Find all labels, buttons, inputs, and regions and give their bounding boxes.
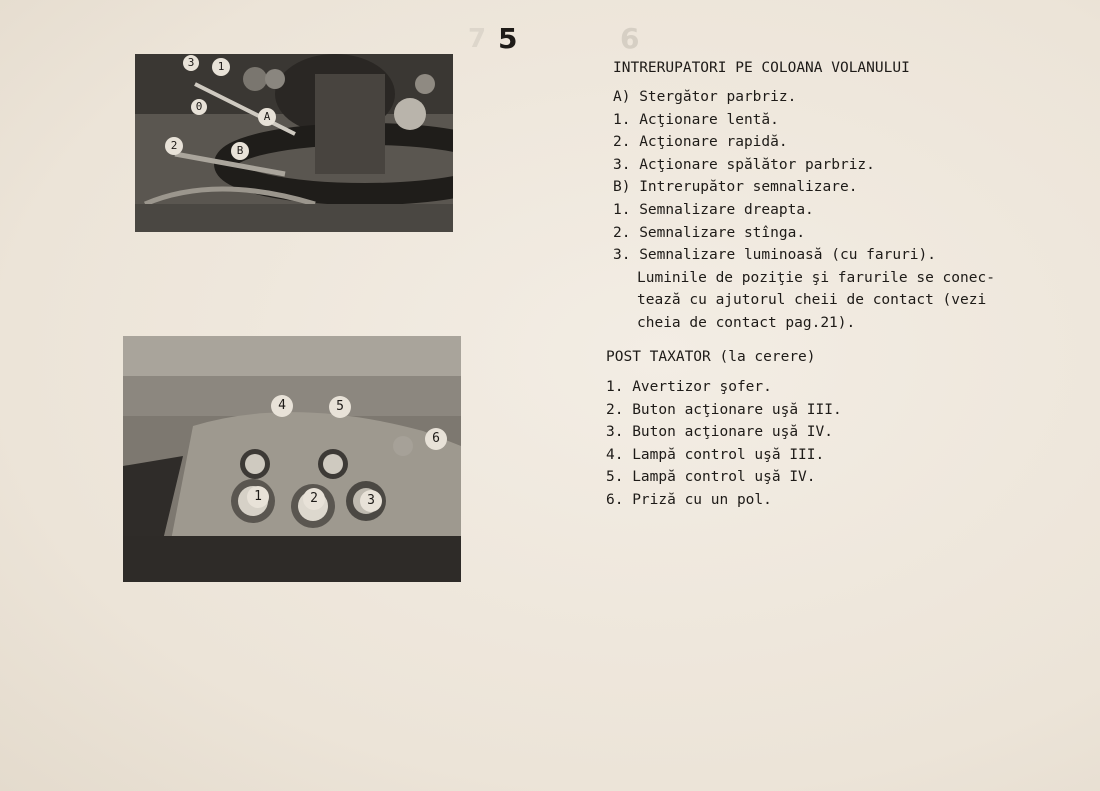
note-line: Luminile de poziţie şi farurile se conec- <box>637 269 995 286</box>
page-number: 5 <box>498 22 518 55</box>
list-item: 3. Semnalizare luminoasă (cu faruri). <box>613 247 937 264</box>
list-item: 2. Acţionare rapidă. <box>613 134 788 151</box>
list-item: 6. Priză cu un pol. <box>606 491 772 508</box>
taxi-post-list <box>606 376 842 512</box>
list-item: 3. Acţionare spălător parbriz. <box>613 156 875 173</box>
list-item: 1. Acţionare lentă. <box>613 111 779 128</box>
section-heading-taxi-post: POST TAXATOR (la cerere) <box>606 349 816 365</box>
photo-label: 5 <box>329 396 351 418</box>
note-line: cheia de contact pag.21). <box>637 314 856 331</box>
bleed-through-number: 7 <box>468 24 487 54</box>
bleed-through-number: 6 <box>620 22 640 55</box>
steering-switches-list <box>613 86 995 335</box>
photo-label: A <box>258 108 276 126</box>
photo-label: 3 <box>183 55 199 71</box>
photo-label: 3 <box>360 490 382 512</box>
list-item: 1. Semnalizare dreapta. <box>613 201 814 218</box>
list-item: 4. Lampă control uşă III. <box>606 446 825 463</box>
list-item: 1. Avertizor şofer. <box>606 379 772 395</box>
photo-label: 0 <box>191 99 207 115</box>
photo-label: 4 <box>271 395 293 417</box>
photo-label: 2 <box>303 488 325 510</box>
list-item: 2. Semnalizare stînga. <box>613 224 806 241</box>
list-item: 3. Buton acţionare uşă IV. <box>606 424 833 441</box>
list-item: 5. Lampă control uşă IV. <box>606 469 816 486</box>
photo-label: 1 <box>212 58 230 76</box>
section-heading-steering-switches: INTRERUPATORI PE COLOANA VOLANULUI <box>613 60 910 76</box>
list-item: 2. Buton acţionare uşă III. <box>606 401 842 418</box>
taxi-panel-photo <box>123 336 461 582</box>
photo-label: 1 <box>247 486 269 508</box>
photo-label: B <box>231 142 249 160</box>
list-item: B) Intrerupător semnalizare. <box>613 179 858 196</box>
photo-label: 6 <box>425 428 447 450</box>
list-item: A) Stergător parbriz. <box>613 89 797 105</box>
note-line: tează cu ajutorul cheii de contact (vezi <box>637 292 987 309</box>
photo-label: 2 <box>165 137 183 155</box>
